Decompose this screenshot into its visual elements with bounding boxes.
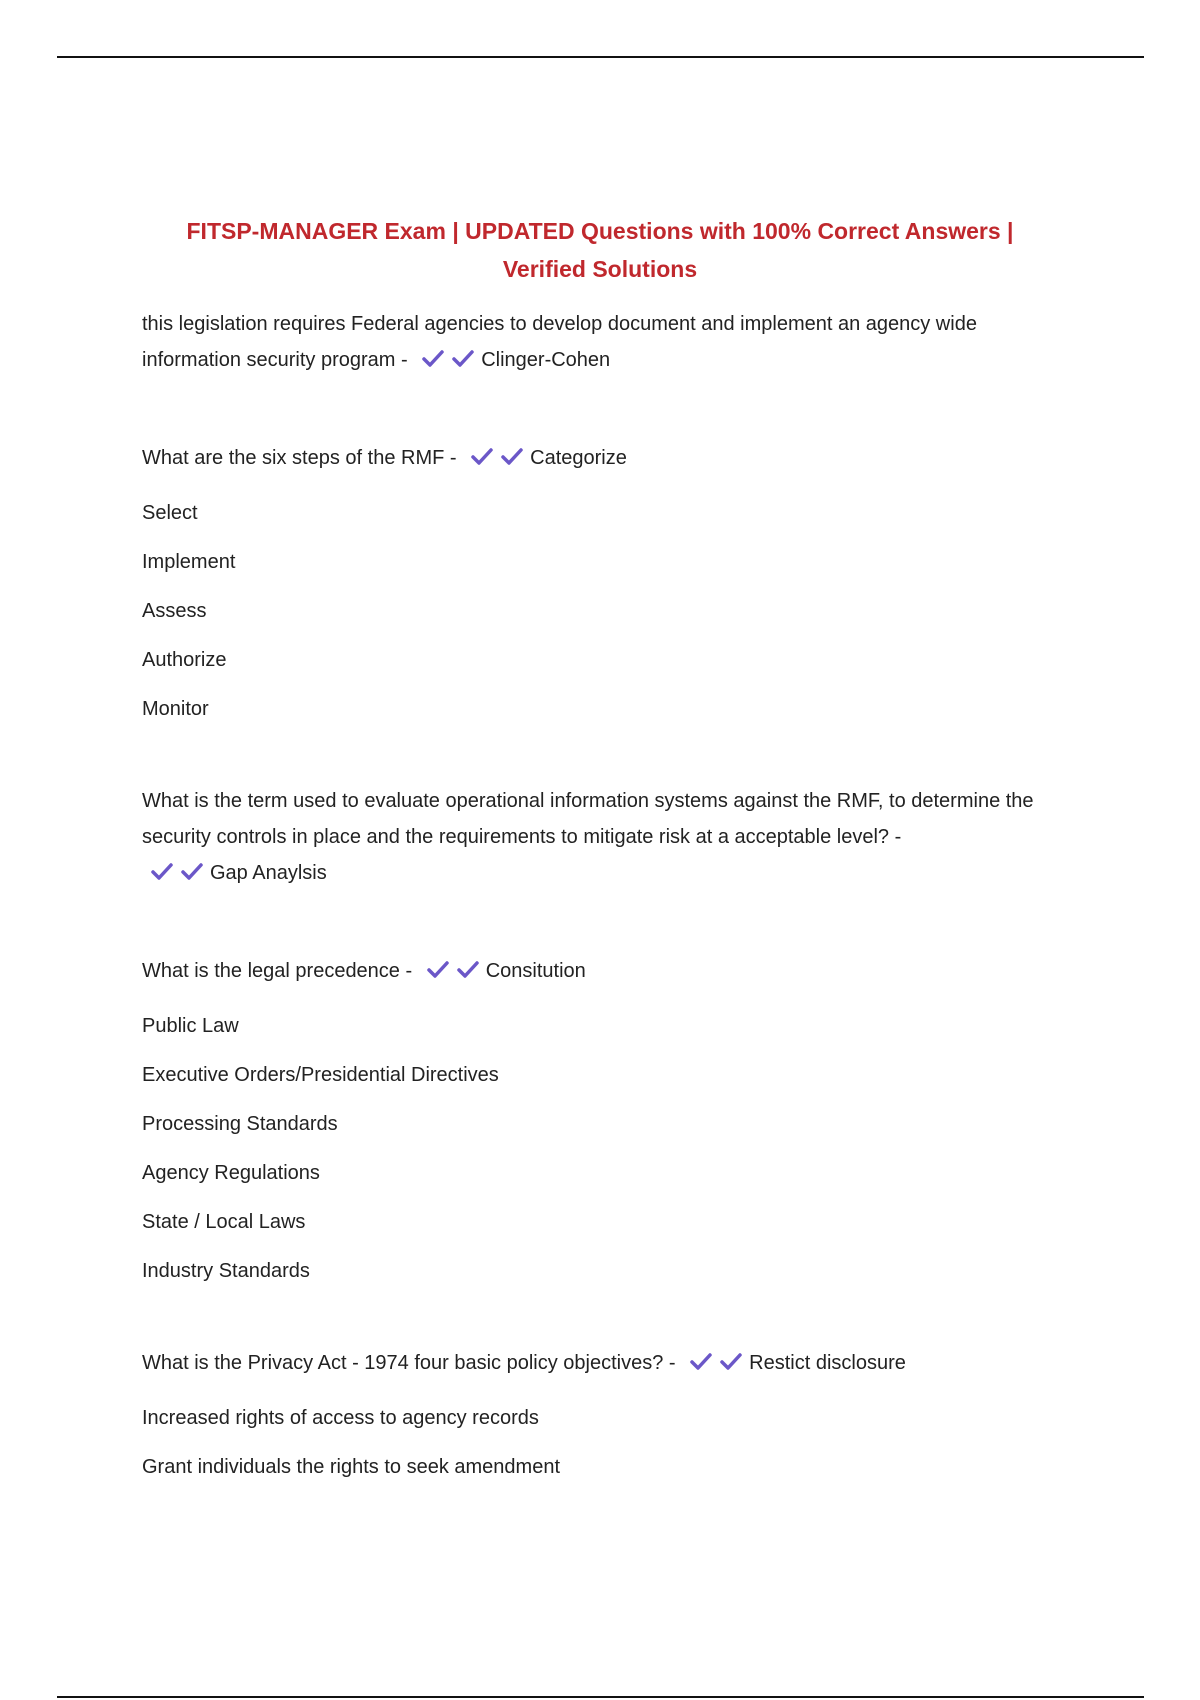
check-icon [150,862,174,882]
qa-content [142,306,1062,1479]
answer-group [462,447,627,469]
qa-block [142,306,1062,378]
question: What is the term used to evaluate operational information systems against the RMF, to determine the security controls in place and the requirements to mitigate risk at a acceptable level? - [142,790,1034,848]
answer: Restict disclosure [749,1352,906,1374]
check-icon [689,1352,713,1372]
answer-list-item: Select [142,502,198,524]
qa-block [142,953,1062,1283]
answer-list-item: Authorize [142,649,227,671]
answer-list-item: Assess [142,600,207,622]
check-icon [426,960,450,980]
question: this legislation requires Federal agencies to develop document and implement an agency wide information security program - [142,313,977,371]
answer-list-item: Public Law [142,1015,239,1037]
answer-group [142,862,327,884]
question: What is the legal precedence - [142,960,413,982]
answer-list-item: Monitor [142,698,209,720]
check-icon [500,447,524,467]
qa-block [142,783,1062,891]
answer-list-item: Agency Regulations [142,1162,320,1184]
answer: Categorize [530,447,627,469]
check-icon [456,960,480,980]
question: What are the six steps of the RMF - [142,447,457,469]
document-title [120,212,1080,288]
check-icon [470,447,494,467]
check-icon [719,1352,743,1372]
footer-rule [57,1696,1144,1698]
answer-group [681,1352,906,1374]
answer-list-item: Increased rights of access to agency records [142,1407,539,1429]
question: What is the Privacy Act - 1974 four basic policy objectives? - [142,1352,676,1374]
qa-block [142,440,1062,721]
check-icon [451,349,475,369]
answer-list-item: Processing Standards [142,1113,338,1135]
answer: Clinger-Cohen [481,349,611,371]
answer-list-item: State / Local Laws [142,1211,306,1233]
question-text [142,953,1062,989]
answer-list-item: Executive Orders/Presidential Directives [142,1064,499,1086]
qa-block [142,1345,1062,1479]
answer-group [418,960,586,982]
answer: Gap Anaylsis [210,862,327,884]
answer-group [413,349,610,371]
title-line-1: FITSP-MANAGER Exam | UPDATED Questions with 100% Correct Answers | [186,218,1014,244]
answer: Consitution [485,960,586,982]
question-text [142,440,1062,476]
title-line-2: Verified Solutions [502,256,698,282]
header-rule [57,56,1144,58]
question-text [142,1345,1062,1381]
answer-list-item: Implement [142,551,236,573]
check-icon [180,862,204,882]
question-text [142,783,1052,891]
check-icon [421,349,445,369]
answer-list-item: Grant individuals the rights to seek amendment [142,1456,560,1478]
answer-list-item: Industry Standards [142,1260,310,1282]
question-text [142,306,1052,378]
